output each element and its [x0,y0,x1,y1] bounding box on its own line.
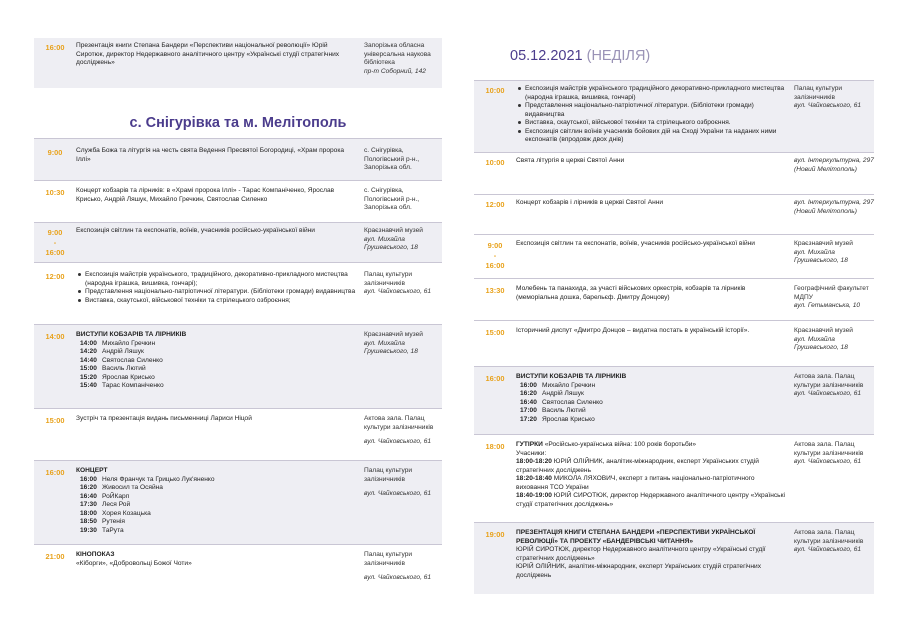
event-venue: Палац культури залізничників вул. Чайковського, 61 [364,551,432,582]
event-time: 19:00 [485,530,505,539]
event-row [474,278,874,320]
program-line: 16:20 Андрій Ляшук [520,390,584,398]
event-venue: Географічний факультет МДПУ вул. Гетьманська, 10 [794,285,869,310]
list-item: Експозиція майстрів українського, традиційного, декоративно-прикладного мистецтва (народна іграшка, вишивка, гончарі); [76,271,356,288]
event-time: 12:00 [485,200,505,209]
event-row [474,434,874,522]
event-venue: Палац культури залізничників вул. Чайковського, 61 [364,271,432,296]
program-line: 14:40 Святослав Силенко [80,356,163,364]
event-venue: с. Снігурівка, Пологівський р-н., Запорізька обл. [364,187,420,212]
program-title: ВИСТУПИ КОБЗАРІВ ТА ЛІРНИКІВ [516,373,627,380]
list-item: Представлення національно-патріотичної літератури. (Бібліотеки громади) видавництва [516,102,786,119]
event-time: 18:00 [485,442,505,451]
event-description: Служба Божа та літургія на честь свята Ведення Пресвятої Богородиці, «Храм пророка Іллі» [76,147,345,163]
event-venue: Краєзнавчий музей вул. Михайла Грушевського, 18 [364,331,423,356]
event-venue: Запорізька обласна універсальна наукова бібліотека пр-т Соборний, 142 [364,42,431,75]
program-line: 18:00 Хорея Козацька [80,509,151,517]
program-line: 16:20 Живосил та Осяйна [80,484,163,492]
event-row [34,38,442,88]
event-description: Експозиція світлин та експонатів, воїнів, учасників російсько-української війни [76,227,315,234]
event-time-range: 9:00 - 16:00 [45,228,65,257]
event-time: 14:00 [45,332,65,341]
program-line: 19:30 ТаРута [80,526,124,534]
event-time: 10:30 [45,188,65,197]
event-time: 15:00 [45,416,65,425]
event-time: 10:00 [485,86,505,95]
program-line: 18:50 Рутенія [80,518,125,526]
event-venue: Палац культури залізничників вул. Чайковського, 61 [364,467,432,498]
event-description: Зустріч та презентація видань письменниці Лариси Ніцой [76,415,252,422]
event-venue: Краєзнавчий музей вул. Михайла Грушевського, 18 [364,227,423,252]
event-description: КІНОПОКАЗ «Кіборги», «Добровольці Божої Чоти» [76,551,192,567]
event-row [34,324,442,408]
event-description: Концерт кобзарів і лірників в церкві Святої Анни [516,199,664,206]
event-time-range: 9:00 - 16:00 [485,241,505,270]
list-item: Експозиція світлин воїнів учасників бойових дій на Сході України та наданих ними експонатів (впродовж двох днів) [516,128,786,145]
event-description: Презентація книги Степана Бандери «Перспективи національної революції» Юрій Сиротюк, директор Недержавного аналітичного центру «Українські студії стратегічних досліджень» [76,42,340,67]
event-venue: Краєзнавчий музей вул. Михайла Грушевського, 18 [794,240,853,265]
program-line: 14:20 Андрій Ляшук [80,348,144,356]
program-line: 17:00 Василь Лютий [520,407,586,415]
list-item: Експозиція майстрів українського традиційного декоративно-прикладного мистецтва (народна іграшка, вишивка, гончарі) [516,85,786,102]
event-venue: Краєзнавчий музей вул. Михайла Грушевського, 18 [794,327,853,352]
day-title: 05.12.2021 (НЕДІЛЯ) [510,48,651,64]
event-time: 16:00 [485,374,505,383]
event-venue: Актова зала. Палац культури залізничників вул. Чайковського, 61 [794,529,864,554]
event-row [474,234,874,278]
event-time: 9:00 [47,148,63,157]
event-row [474,320,874,366]
event-program: ПРЕЗЕНТАЦІЯ КНИГИ СТЕПАНА БАНДЕРИ «ПЕРСПЕКТИВИ УКРАЇНСЬКОЇ РЕВОЛЮЦІЇ» ТА ПРОЕКТУ «БАНДЕРІВСЬКІ ЧИТАННЯ» ЮРІЙ СИРОТЮК, директор Недержавного аналітичного центру «Українські студії стратегічних досліджень» ЮРІЙ ОЛІЙНИК, аналітик-міжнародник, експерт Українських студій стратегічних досліджень [516,529,766,579]
program-line: 16:40 РоЙКарп [80,492,130,500]
event-time: 15:00 [485,328,505,337]
program-title: КОНЦЕРТ [76,467,108,474]
program-line: 16:00 Неля Франчук та Грицько Лук'яненко [80,475,215,483]
event-venue: Актова зала. Палац культури залізничників вул. Чайковського, 61 [794,373,864,398]
event-program [76,331,364,408]
event-list [516,85,794,152]
event-address: вул. Інтеркультурна, 297 (Новий Мелітополь) [794,157,874,173]
event-description: Молебень та панахида, за участі військових оркестрів, кобзарів та лірників (меморіальна дошка, барельєф. Дмитру Донцову) [516,285,746,301]
event-row [474,522,874,594]
event-row [34,180,442,222]
event-row [34,460,442,544]
event-row [474,80,874,152]
event-time: 12:00 [45,272,65,281]
event-venue: с. Снігурівка, Пологівський р-н., Запорізька обл. [364,147,420,172]
program-line: 18:20-18:40 МИКОЛА ЛЯХОВИЧ, експерт з питань національно-патріотичного виховання ТСО України [516,475,755,491]
event-address: вул. Інтеркультурна, 297 (Новий Мелітополь) [794,199,874,215]
event-time: 16:00 [45,43,65,52]
list-item: Виставка, скаутської, військової техніки та стрілецького озброєння; [76,297,356,306]
program-line: 15:00 Василь Лютий [80,365,146,373]
event-row [34,222,442,262]
list-item: Представлення національно-патріотичної літератури. (Бібліотеки громади) видавництва [76,288,356,297]
event-venue: Актова зала. Палац культури залізничників вул. Чайковського, 61 [794,441,864,466]
program-line: 15:40 Тарас Компаніченко [80,382,164,390]
event-row [34,262,442,324]
event-description: Свята літургія в церкві Святої Анни [516,157,625,164]
event-description: Історичний диспут «Дмитро Донцов – видатна постать в українській історії». [516,327,750,334]
event-time: 21:00 [45,552,65,561]
program-line: 18:40-19:00 ЮРІЙ СИРОТЮК, директор Недержавного аналітичного центру «Українські студії стратегічних досліджень» [516,492,785,508]
event-program: ГУТІРКИ «Російсько-українська війна: 100 років боротьби» Учасники: 18:00-18:20 ЮРІЙ ОЛІЙНИК, аналітик-міжнародник, експерт Українських студій стратегічних досліджень 18:20-18:40 МИКОЛА ЛЯХОВИЧ, експерт з питань національно-патріотичного виховання ТСО України 18:40-19:00 ЮРІЙ СИРОТЮК, директор Недержавного аналітичного центру «Українські студії стратегічних досліджень» [516,441,785,508]
event-venue: Палац культури залізничників вул. Чайковського, 61 [794,85,862,110]
event-list [76,271,364,324]
program-line: 16:40 Святослав Силенко [520,398,603,406]
event-time: 10:00 [485,158,505,167]
program-line: 18:00-18:20 ЮРІЙ ОЛІЙНИК, аналітик-міжнародник, експерт Українських студій стратегічних досліджень [516,458,759,474]
event-row [34,544,442,588]
event-description: Концерт кобзарів та лірників: в «Храмі пророка Іллі» - Тарас Компаніченко, Ярослав Крисько, Андрій Ляшук, Михайло Гречкин, Святослав Силенко [76,187,335,203]
event-row [34,138,442,180]
event-venue: Актова зала. Палац культури залізничників вул. Чайковського, 61 [364,415,434,446]
program-title: ВИСТУПИ КОБЗАРІВ ТА ЛІРНИКІВ [76,331,187,338]
program-line: 16:00 Михайло Гречкин [520,381,596,389]
program-line: 15:20 Ярослав Крисько [80,373,155,381]
event-time: 13:30 [485,286,505,295]
event-program [76,467,364,544]
event-row [474,366,874,434]
event-row [34,408,442,460]
event-time: 16:00 [45,468,65,477]
program-line: 17:30 Леся Рой [80,501,131,509]
event-description: Експозиція світлин та експонатів, воїнів, учасників російсько-української війни [516,240,755,247]
program-line: 14:00 Михайло Гречкин [80,339,156,347]
event-row [474,194,874,234]
event-row [474,152,874,194]
program-line: 17:20 Ярослав Крисько [520,415,595,423]
event-program [516,373,794,434]
section-title: с. Снігурівка та м. Мелітополь [129,115,347,131]
list-item: Виставка, скаутської, військової техніки та стрілецького озброєння. [516,119,786,128]
